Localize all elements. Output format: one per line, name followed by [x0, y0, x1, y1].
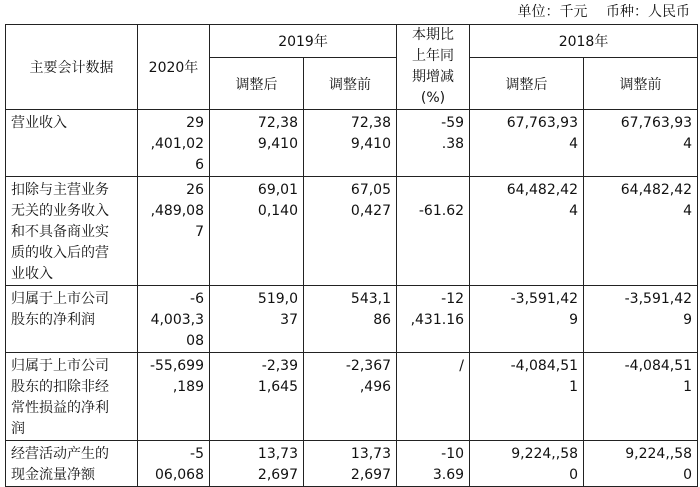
header-label-col: 主要会计数据 [6, 25, 138, 110]
cell-2019-adjusted: 519,0 37 [210, 286, 304, 353]
cell-2020: -5 06,068 [138, 441, 210, 487]
row-label: 归属于上市公司 股东的净利润 [6, 286, 138, 353]
cell-2020: 29 ,401,02 6 [138, 110, 210, 177]
financial-data-table [5, 24, 698, 487]
cell-2019-adjusted: 69,01 0,140 [210, 177, 304, 286]
cell-2018-before-adjust: -4,084,51 1 [584, 353, 698, 441]
header-2018-adjusted: 调整后 [470, 58, 584, 110]
header-2019-adjusted: 调整后 [210, 58, 304, 110]
header-2020: 2020年 [138, 25, 210, 110]
row-label: 扣除与主营业务 无关的业务收入 和不具备商业实 质的收入后的营 业收入 [6, 177, 138, 286]
cell-2019-adjusted: 13,73 2,697 [210, 441, 304, 487]
cell-2019-adjusted: -2,39 1,645 [210, 353, 304, 441]
table-row [6, 353, 698, 441]
cell-change: -59 .38 [397, 110, 470, 177]
cell-change: -12 ,431.16 [397, 286, 470, 353]
header-change: 本期比 上年同 期增减 (%) [397, 25, 470, 110]
cell-2019-before-adjust: 543,1 86 [304, 286, 397, 353]
table-row [6, 110, 698, 177]
cell-2018-before-adjust: 67,763,93 4 [584, 110, 698, 177]
table-row [6, 177, 698, 286]
row-label: 营业收入 [6, 110, 138, 177]
cell-2019-before-adjust: -2,367 ,496 [304, 353, 397, 441]
cell-2018-adjusted: -3,591,42 9 [470, 286, 584, 353]
row-label: 归属于上市公司 股东的扣除非经 常性损益的净利 润 [6, 353, 138, 441]
row-label: 经营活动产生的 现金流量净额 [6, 441, 138, 487]
cell-2018-before-adjust: 9,224,,58 0 [584, 441, 698, 487]
cell-2019-before-adjust: 13,73 2,697 [304, 441, 397, 487]
cell-change: -10 3.69 [397, 441, 470, 487]
cell-2020: -6 4,003,3 08 [138, 286, 210, 353]
table-row [6, 441, 698, 487]
header-2019: 2019年 [210, 25, 397, 58]
cell-2019-adjusted: 72,38 9,410 [210, 110, 304, 177]
header-2018: 2018年 [470, 25, 698, 58]
unit-label: 单位：千元 [517, 4, 588, 20]
header-2019-before-adjust: 调整前 [304, 58, 397, 110]
cell-change: / [397, 353, 470, 441]
cell-2018-adjusted: 64,482,42 4 [470, 177, 584, 286]
cell-2019-before-adjust: 67,05 0,427 [304, 177, 397, 286]
cell-2018-adjusted: 67,763,93 4 [470, 110, 584, 177]
header-2018-before-adjust: 调整前 [584, 58, 698, 110]
cell-2020: -55,699 ,189 [138, 353, 210, 441]
cell-2018-before-adjust: 64,482,42 4 [584, 177, 698, 286]
currency-label: 币种：人民币 [606, 4, 690, 20]
cell-change: -61.62 [397, 177, 470, 286]
cell-2019-before-adjust: 72,38 9,410 [304, 110, 397, 177]
cell-2018-before-adjust: -3,591,42 9 [584, 286, 698, 353]
cell-2020: 26 ,489,08 7 [138, 177, 210, 286]
cell-2018-adjusted: -4,084,51 1 [470, 353, 584, 441]
unit-line [504, 0, 690, 24]
table-row [6, 286, 698, 353]
cell-2018-adjusted: 9,224,,58 0 [470, 441, 584, 487]
